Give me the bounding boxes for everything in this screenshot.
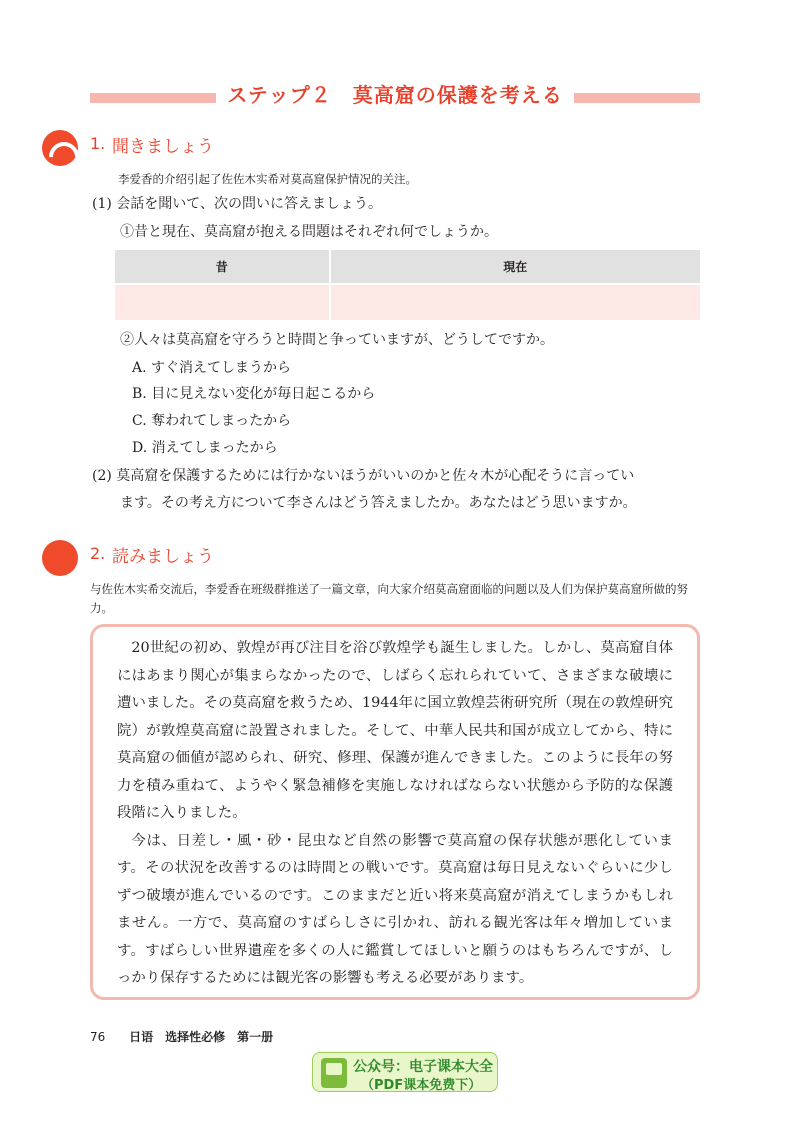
section-intro: 李爱香的介绍引起了佐佐木实希对莫高窟保护情况的关注。 [118,172,417,186]
section-intro: 与佐佐木实希交流后，李爱香在班级群推送了一篇文章，向大家介绍莫高窟面临的问题以及人们为保护莫高窟所做的努力。 [90,582,688,615]
title-banner [90,83,700,108]
option-a: A. すぐ消えてしまうから [132,360,292,376]
passage-paragraph-1: 20世紀の初め、敦煌が再び注目を浴び敦煌学も誕生しました。しかし、莫高窟自体にはあまり関心が集まらなかったので、しばらく忘れられていて、さまざまな破壊に遭いました。その莫高窟を救うため、1944年に国立敦煌芸術研究所（現在の敦煌研究院）が敦煌莫高窟に設置されました。そして、中華人民共和国が成立してから、特に莫高窟の価値が認められ、研究、修理、保護が進んできました。このように長年の努力を積み重ねて、ようやく緊急補修を実施しなければならない状態から予防的な保護段階に入りました。 [117,640,673,821]
page-footer [90,1028,273,1045]
banner-bar-right [574,93,700,103]
passage-paragraph-2: 今は、日差し・風・砂・昆虫など自然の影響で莫高窟の保存状態が悪化しています。その状況を改善するのは時間との戦いです。莫高窟は毎日見えないぐらいに少しずつ破壊が進んでいるのです。このままだと近い将来莫高窟が消えてしまうかもしれません。一方で、莫高窟のすばらしさに引かれ、訪れる観光客は年々増加しています。すばらしい世界遺産を多くの人に鑑賞してほしいと願うのはもちろんですが、しっかり保存するためには観光客の影響も考える必要があります。 [117,832,673,986]
table-header-present: 現在 [331,250,700,283]
watermark-line-2: （PDF课本免费下） [361,1078,482,1093]
page-number: 76 [90,1030,106,1044]
table-header-past: 昔 [115,250,331,283]
page-title: ステップ２ 莫高窟の保護を考える [227,83,563,107]
section-title: 読みましょう [112,547,214,567]
option-b: B. 目に見えない変化が毎日起こるから [132,386,376,402]
option-d: D. 消えてしまったから [132,440,278,456]
answer-cell-past[interactable] [115,283,331,320]
question-1-1: ①昔と現在、莫高窟が抱える問題はそれぞれ何でしょうか。 [120,224,498,240]
ear-icon [42,130,78,166]
section-number: 2. [90,544,106,563]
section-number: 1. [90,134,106,153]
watermark-badge [312,1052,498,1092]
question-2-line-2: ます。その考え方について李さんはどう答えましたか。あなたはどう思いますか。 [120,495,637,511]
read-icon [42,540,78,576]
answer-table [115,250,700,320]
question-2-line-1: (2) 莫高窟を保護するためには行かないほうがいいのかと佐々木が心配そうに言ってい [92,468,635,484]
banner-bar-left [90,93,216,103]
reading-passage-box [90,624,700,1000]
question-1: (1) 会話を聞いて、次の問いに答えましょう。 [92,196,383,212]
book-title: 日语 选择性必修 第一册 [129,1030,274,1044]
question-1-2: ②人々は莫高窟を守ろうと時間と争っていますが、どうしてですか。 [120,332,554,348]
option-c: C. 奪われてしまったから [132,413,292,429]
answer-cell-present[interactable] [331,283,700,320]
watermark-line-1: 公众号：电子课本大全 [353,1059,493,1075]
section-title: 聞きましょう [112,137,214,157]
book-icon [321,1058,347,1088]
